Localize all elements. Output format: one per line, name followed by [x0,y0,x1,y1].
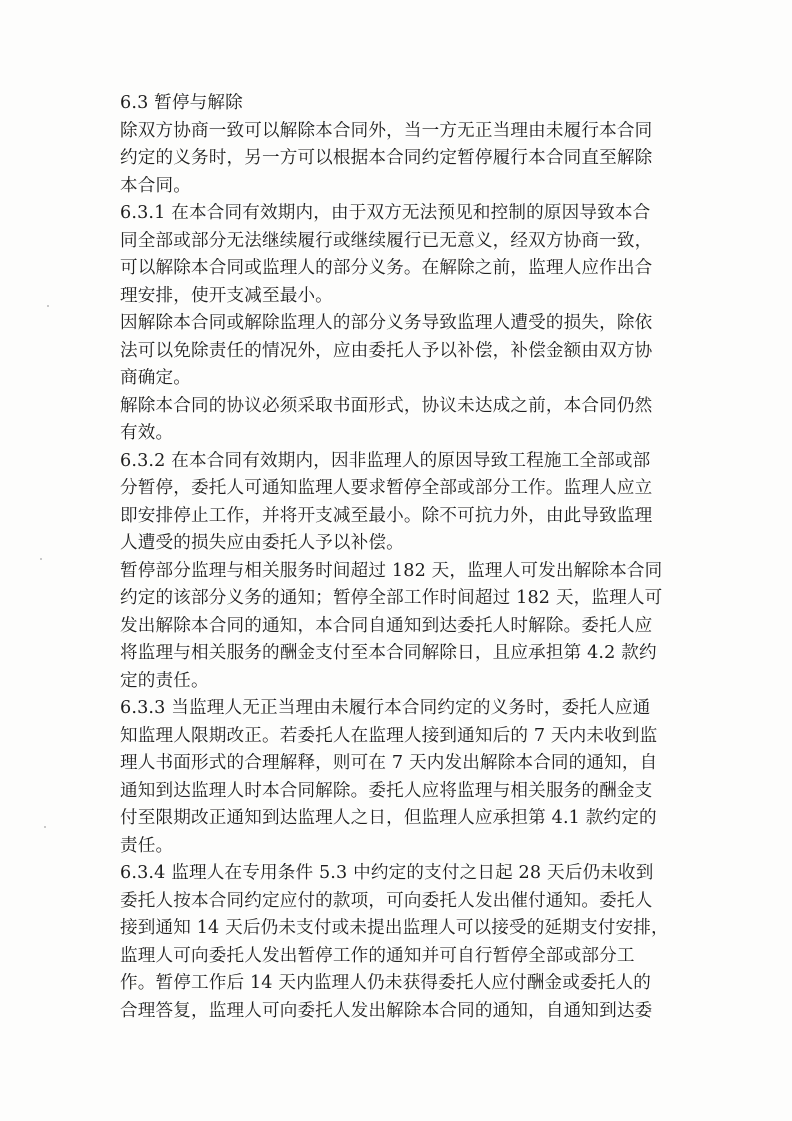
scan-speck [47,305,49,307]
text-line: 解除本合同的协议必须采取书面形式，协议未达成之前，本合同仍然 [120,395,653,416]
text-line: 6.3.3 当监理人无正当理由未履行本合同约定的义务时，委托人应通 [120,698,651,718]
text-line: 6.3.4 监理人在专用条件 5.3 中约定的支付之日起 28 天后仍未收到 [120,863,654,883]
text-line: 法可以免除责任的情况外，应由委托人予以补偿，补偿金额由双方协 [120,340,653,361]
text-line: 理人书面形式的合理解释，则可在 7 天内发出解除本合同的通知，自 [120,753,658,773]
text-line: 因解除本合同或解除监理人的部分义务导致监理人遭受的损失，除依 [120,313,653,333]
text-line: 定的责任。 [120,670,209,691]
text-line: 通知到达监理人时本合同解除。委托人应将监理与相关服务的酬金支 [120,780,653,801]
text-line: 接到通知 14 天后仍未支付或未提出监理人可以接受的延期支付安排， [120,918,669,938]
scan-speck [44,826,46,828]
paragraph-container [120,118,686,1026]
text-line: 分暂停，委托人可通知监理人要求暂停全部或部分工作。监理人应立 [120,478,653,498]
paragraph [120,558,686,696]
text-line: 除双方协商一致可以解除本合同外，当一方无正当理由未履行本合同 [120,120,653,141]
text-line: 本合同。 [120,175,191,196]
text-line: 约定的义务时，另一方可以根据本合同约定暂停履行本合同直至解除 [120,148,653,168]
text-line: 责任。 [120,835,174,856]
text-line: 监理人可向委托人发出暂停工作的通知并可自行暂停全部或部分工 [120,945,635,966]
text-line: 将监理与相关服务的酬金支付至本合同解除日，且应承担第 4.2 款约 [120,643,657,663]
section-heading: 6.3 暂停与解除 [120,93,243,113]
text-line: 知监理人限期改正。若委托人在监理人接到通知后的 7 天内未收到监 [120,725,658,746]
text-line: 付至限期改正通知到达监理人之日，但监理人应承担第 4.1 款约定的 [120,808,657,828]
scan-speck [40,558,42,560]
text-line: 委托人按本合同约定应付的款项，可向委托人发出催付通知。委托人 [120,890,653,911]
text-line: 人遭受的损失应由委托人予以补偿。 [120,533,404,553]
paragraph [120,393,686,448]
text-line: 同全部或部分无法继续履行或继续履行已无意义，经双方协商一致， [120,230,653,251]
text-line: 暂停部分监理与相关服务时间超过 182 天，监理人可发出解除本合同 [120,560,663,581]
paragraph [120,860,686,1025]
text-line: 作。暂停工作后 14 天内监理人仍未获得委托人应付酬金或委托人的 [120,973,652,993]
paragraph [120,200,686,310]
text-line: 合理答复，监理人可向委托人发出解除本合同的通知，自通知到达委 [120,1000,653,1021]
paragraph [120,310,686,393]
text-line: 6.3.1 在本合同有效期内，由于双方无法预见和控制的原因导致本合 [120,203,651,223]
paragraph [120,448,686,558]
paragraph [120,118,686,201]
text-line: 商确定。 [120,368,191,388]
document-body [120,90,686,1025]
text-line: 发出解除本合同的通知，本合同自通知到达委托人时解除。委托人应 [120,615,653,636]
paragraph [120,695,686,860]
text-line: 理安排，使开支减至最小。 [120,285,333,306]
text-line: 有效。 [120,423,174,443]
text-line: 即安排停止工作，并将开支减至最小。除不可抗力外，由此导致监理 [120,505,653,526]
text-line: 6.3.2 在本合同有效期内，因非监理人的原因导致工程施工全部或部 [120,450,651,471]
text-line: 约定的该部分义务的通知；暂停全部工作时间超过 182 天，监理人可 [120,588,663,608]
text-line: 可以解除本合同或监理人的部分义务。在解除之前，监理人应作出合 [120,258,653,278]
